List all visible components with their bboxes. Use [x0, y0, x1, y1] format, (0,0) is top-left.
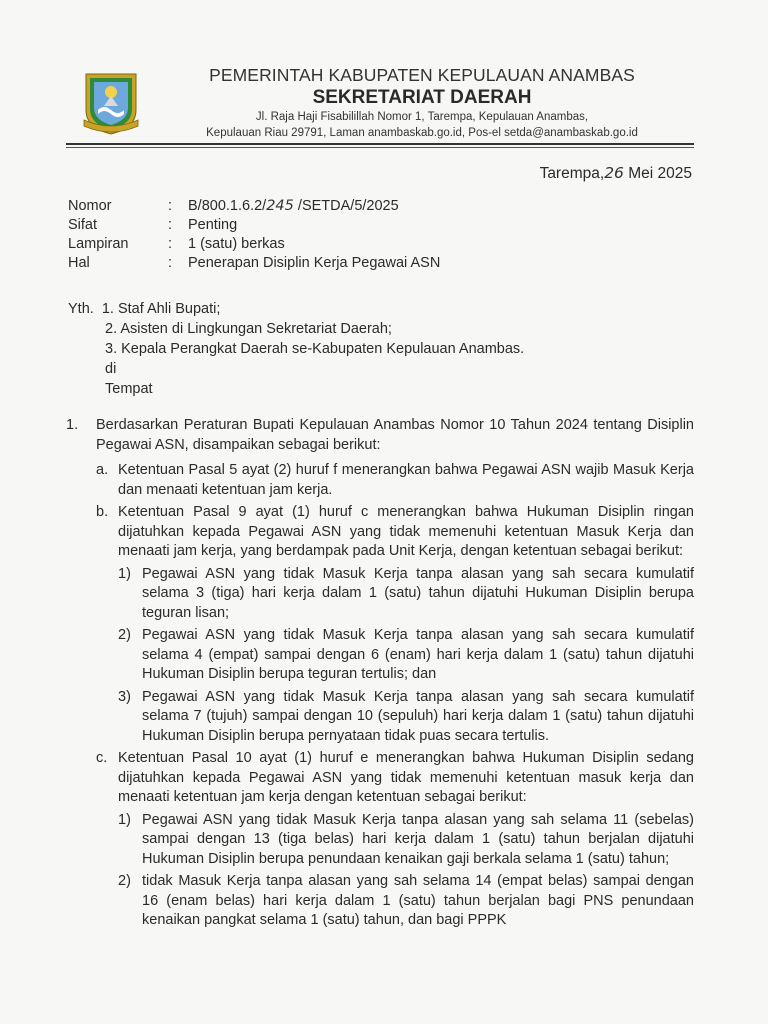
- item-text: Ketentuan Pasal 5 ayat (2) huruf f menerangkan bahwa Pegawai ASN wajib Masuk Kerja dan menaati ketentuan jam kerja.: [118, 462, 694, 498]
- meta-label: Lampiran: [68, 236, 129, 252]
- subitem-text: Pegawai ASN yang tidak Masuk Kerja tanpa alasan yang sah secara kumulatif selama 4 (empat) sampai dengan 6 (enam) hari kerja dalam 1 (satu) tahun dijatuhi Hukuman Disiplin berupa teguran tertulis; dan: [142, 627, 694, 682]
- meta-colon: :: [168, 236, 173, 252]
- subitem-number: 2): [118, 873, 131, 889]
- letterhead-rule: [66, 143, 694, 145]
- item-c-2: [118, 872, 694, 931]
- item-text: Ketentuan Pasal 9 ayat (1) huruf c menerangkan bahwa Hukuman Disiplin ringan dijatuhkan kepada Pegawai ASN yang tidak memenuhi ketentuan Masuk Kerja dan menaati jam kerja, yang berdampak pada Unit Kerja, dengan ketentuan sebagai berikut:: [118, 504, 694, 559]
- item-letter: b.: [96, 504, 109, 520]
- meta-value: [188, 197, 399, 216]
- meta-sifat: [68, 216, 440, 235]
- date-day-handwritten: 26: [604, 164, 624, 182]
- addressee-item: 3. Kepala Perangkat Daerah se-Kabupaten Kepulauan Anambas.: [105, 341, 525, 357]
- subitem-text: Pegawai ASN yang tidak Masuk Kerja tanpa alasan yang sah selama 11 (sebelas) sampai dengan 13 (tiga belas) hari kerja dalam 1 (satu) tahun berjalan dijatuhi Hukuman Disiplin berupa penundaan kenaikan gaji berkala selama 1 (satu) tahun;: [142, 811, 694, 867]
- item-letter: a.: [96, 462, 109, 478]
- meta-label: Sifat: [68, 217, 98, 233]
- item-b-2: [118, 626, 694, 685]
- meta-colon: :: [168, 255, 173, 271]
- meta-colon: :: [168, 217, 173, 233]
- nomor-suffix: /SETDA/5/2025: [293, 198, 399, 214]
- item-b-3: [118, 688, 694, 747]
- addressee-item: 2. Asisten di Lingkungan Sekretariat Daerah;: [105, 321, 392, 337]
- meta-label: Nomor: [68, 198, 112, 214]
- item-b-1: [118, 565, 694, 624]
- addressee-row: [68, 299, 524, 319]
- meta-nomor: [68, 197, 440, 216]
- meta-label: Hal: [68, 255, 90, 271]
- item-text: Ketentuan Pasal 10 ayat (1) huruf e menerangkan bahwa Hukuman Disiplin sedang dijatuhkan kepada Pegawai ASN yang tidak memenuhi ketentuan masuk kerja dan menaati ketentuan jam kerja dengan ketentuan sebagai berikut:: [118, 750, 694, 805]
- meta-value: 1 (satu) berkas: [188, 236, 285, 252]
- letterhead: [152, 64, 692, 141]
- item-letter: c.: [96, 750, 108, 766]
- item-a: [96, 461, 694, 500]
- subitem-number: 3): [118, 688, 131, 705]
- letterhead-rule-thin: [66, 147, 694, 148]
- nomor-handwritten: 245: [266, 198, 294, 214]
- letterhead-government: PEMERINTAH KABUPATEN KEPULAUAN ANAMBAS: [209, 65, 635, 85]
- addressee-row: [68, 319, 524, 339]
- subitem-number: 1): [118, 811, 131, 828]
- letter-metadata: [68, 197, 440, 273]
- paragraph-text: Berdasarkan Peraturan Bupati Kepulauan Anambas Nomor 10 Tahun 2024 tentang Disiplin Pegawai ASN, disampaikan sebagai berikut:: [96, 417, 694, 453]
- paragraph-number: 1.: [66, 417, 79, 433]
- date-place: Tarempa,: [539, 165, 605, 182]
- item-b: [96, 503, 694, 562]
- subitem-text: tidak Masuk Kerja tanpa alasan yang sah selama 14 (empat belas) sampai dengan 16 (enam belas) hari kerja dalam 1 (satu) tahun berjalan bagi PNS penundaan kenaikan pangkat selama 1 (satu) tahun, dan bagi PPPK: [142, 873, 694, 928]
- addressee-di: di: [105, 361, 117, 377]
- item-c-1: [118, 811, 694, 870]
- regency-emblem-icon: [80, 70, 142, 136]
- meta-value: Penting: [188, 217, 238, 233]
- letterhead-contact: Kepulauan Riau 29791, Laman anambaskab.go.id, Pos-el setda@anambaskab.go.id: [206, 127, 638, 139]
- nomor-prefix: B/800.1.6.2/: [188, 198, 267, 214]
- addressee-place: Tempat: [105, 381, 153, 397]
- meta-hal: [68, 254, 440, 273]
- meta-lampiran: [68, 235, 440, 254]
- subitem-text: Pegawai ASN yang tidak Masuk Kerja tanpa alasan yang sah secara kumulatif selama 3 (tiga) hari kerja dalam 1 (satu) tahun dijatuhi Hukuman Disiplin berupa teguran lisan;: [142, 565, 694, 621]
- subitem-number: 2): [118, 627, 131, 643]
- item-c: [96, 749, 694, 808]
- paragraph-1: [66, 416, 694, 455]
- subitem-number: 1): [118, 565, 131, 582]
- letter-date: [520, 164, 692, 183]
- meta-colon: :: [168, 198, 173, 214]
- addressee-block: [68, 299, 524, 399]
- letter-body: [66, 416, 694, 931]
- addressee-item: 1. Staf Ahli Bupati;: [101, 301, 221, 317]
- date-rest: Mei 2025: [623, 165, 692, 182]
- subitem-text: Pegawai ASN yang tidak Masuk Kerja tanpa alasan yang sah secara kumulatif selama 7 (tujuh) sampai dengan 10 (sepuluh) hari kerja dalam 1 (satu) tahun dijatuhi Hukuman Disiplin berupa pernyataan tidak puas secara tertulis.: [142, 688, 694, 744]
- addressee-label: Yth.: [68, 301, 94, 317]
- addressee-row: [68, 339, 524, 359]
- meta-value: Penerapan Disiplin Kerja Pegawai ASN: [188, 255, 441, 271]
- letterhead-office: SEKRETARIAT DAERAH: [312, 87, 532, 108]
- letterhead-address: Jl. Raja Haji Fisabilillah Nomor 1, Tarempa, Kepulauan Anambas,: [255, 111, 589, 123]
